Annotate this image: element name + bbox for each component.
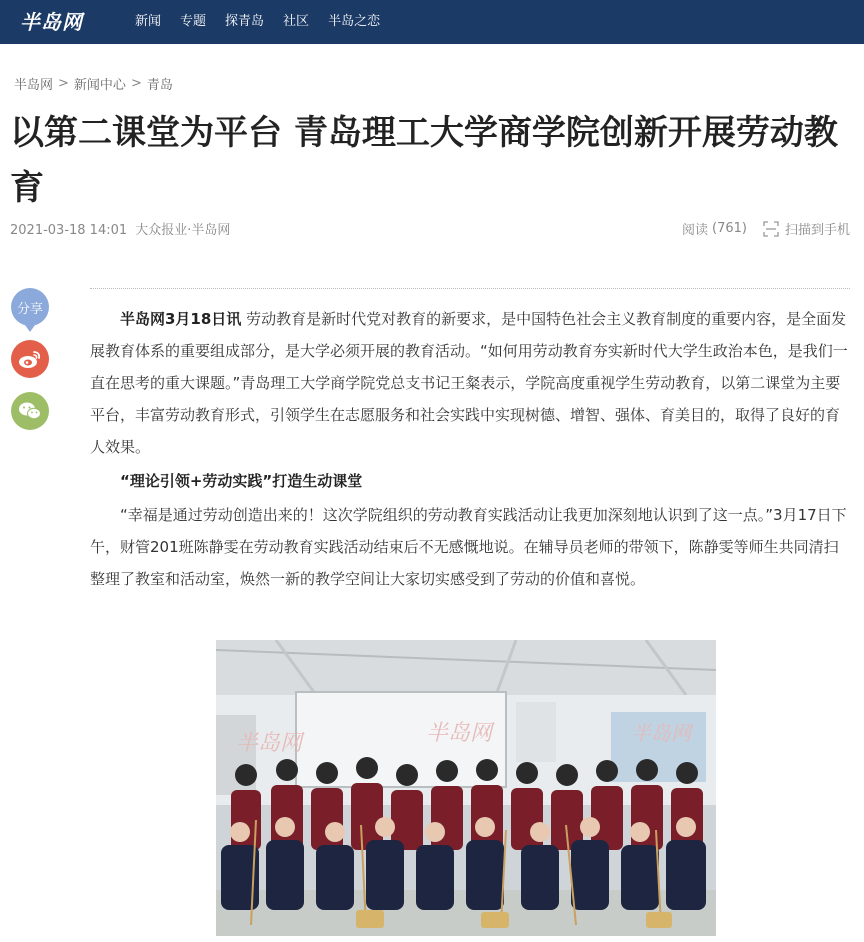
top-navbar <box>0 0 864 44</box>
article-source: 大众报业·半岛网 <box>135 223 231 238</box>
section-subheading: “理论引领+劳动实践”打造生动课堂 <box>120 472 363 490</box>
nav-item-explore-qingdao[interactable]: 探青岛 <box>225 14 265 29</box>
paragraph-1-text: 劳动教育是新时代党对教育的新要求，是中国特色社会主义教育制度的重要内容，是全面发展教育体系的重要组成部分，是大学必须开展的教育活动。“如何用劳动教育夯实新时代大学生政治本色，是我们一直在思考的重大课题。”青岛理工大学商学院党总支书记王粲表示，学院高度重视学生劳动教育，以第二课堂为主要平台，丰富劳动教育形式，引领学生在志愿服务和社会实践中实现树德、增智、强体、育美目的，取得了良好的育人效果。 <box>90 310 848 456</box>
group-photo-illustration <box>216 640 716 936</box>
breadcrumb-separator: > <box>130 76 142 91</box>
nav-item-topics[interactable]: 专题 <box>180 14 207 29</box>
share-button[interactable]: 分享 <box>11 288 49 326</box>
photo-watermark: 半岛网 <box>236 731 303 756</box>
wechat-icon <box>18 401 42 421</box>
weibo-icon <box>18 349 42 369</box>
qr-scan-icon <box>763 221 779 237</box>
breadcrumb-separator: > <box>58 76 69 91</box>
nav-item-bandao-love[interactable]: 半岛之恋 <box>328 14 381 29</box>
breadcrumb-qingdao[interactable]: 青岛 <box>146 78 173 93</box>
article-body <box>90 303 850 595</box>
scan-label: 扫描到手机 <box>784 223 850 238</box>
scan-to-mobile-button[interactable] <box>763 219 850 238</box>
breadcrumb <box>14 74 173 93</box>
breadcrumb-home[interactable]: 半岛网 <box>14 78 54 93</box>
site-logo[interactable]: 半岛网 <box>20 10 83 34</box>
main-nav <box>135 0 399 44</box>
weibo-share-button[interactable] <box>11 340 49 378</box>
read-label: 阅读 <box>682 223 709 238</box>
lead-dateline: 半岛网3月18日讯 <box>120 310 242 328</box>
article-photo <box>216 640 716 936</box>
article-meta <box>10 219 234 238</box>
paragraph-2: “幸福是通过劳动创造出来的！这次学院组织的劳动教育实践活动让我更加深刻地认识到了这一点。”3月17日下午，财管201班陈静雯在劳动教育实践活动结束后不无感慨地说。在辅导员老师的带领下，陈静雯等师生共同清扫整理了教室和活动室，焕然一新的教学空间让大家切实感受到了劳动的价值和喜悦。 <box>90 506 847 588</box>
nav-item-news[interactable]: 新闻 <box>135 14 162 29</box>
photo-watermark: 半岛网 <box>426 721 493 746</box>
content-divider <box>90 288 850 289</box>
breadcrumb-news-center[interactable]: 新闻中心 <box>73 78 126 93</box>
article-date: 2021-03-18 14:01 <box>10 223 128 238</box>
paragraph-1 <box>90 303 850 463</box>
wechat-share-button[interactable] <box>11 392 49 430</box>
photo-watermark: 半岛网 <box>631 721 691 745</box>
share-sidebar <box>11 288 49 444</box>
read-count: (761) <box>712 221 747 236</box>
article-title: 以第二课堂为平台 青岛理工大学商学院创新开展劳动教育 <box>10 113 838 208</box>
nav-item-community[interactable]: 社区 <box>283 14 310 29</box>
article-meta-right <box>682 219 850 238</box>
